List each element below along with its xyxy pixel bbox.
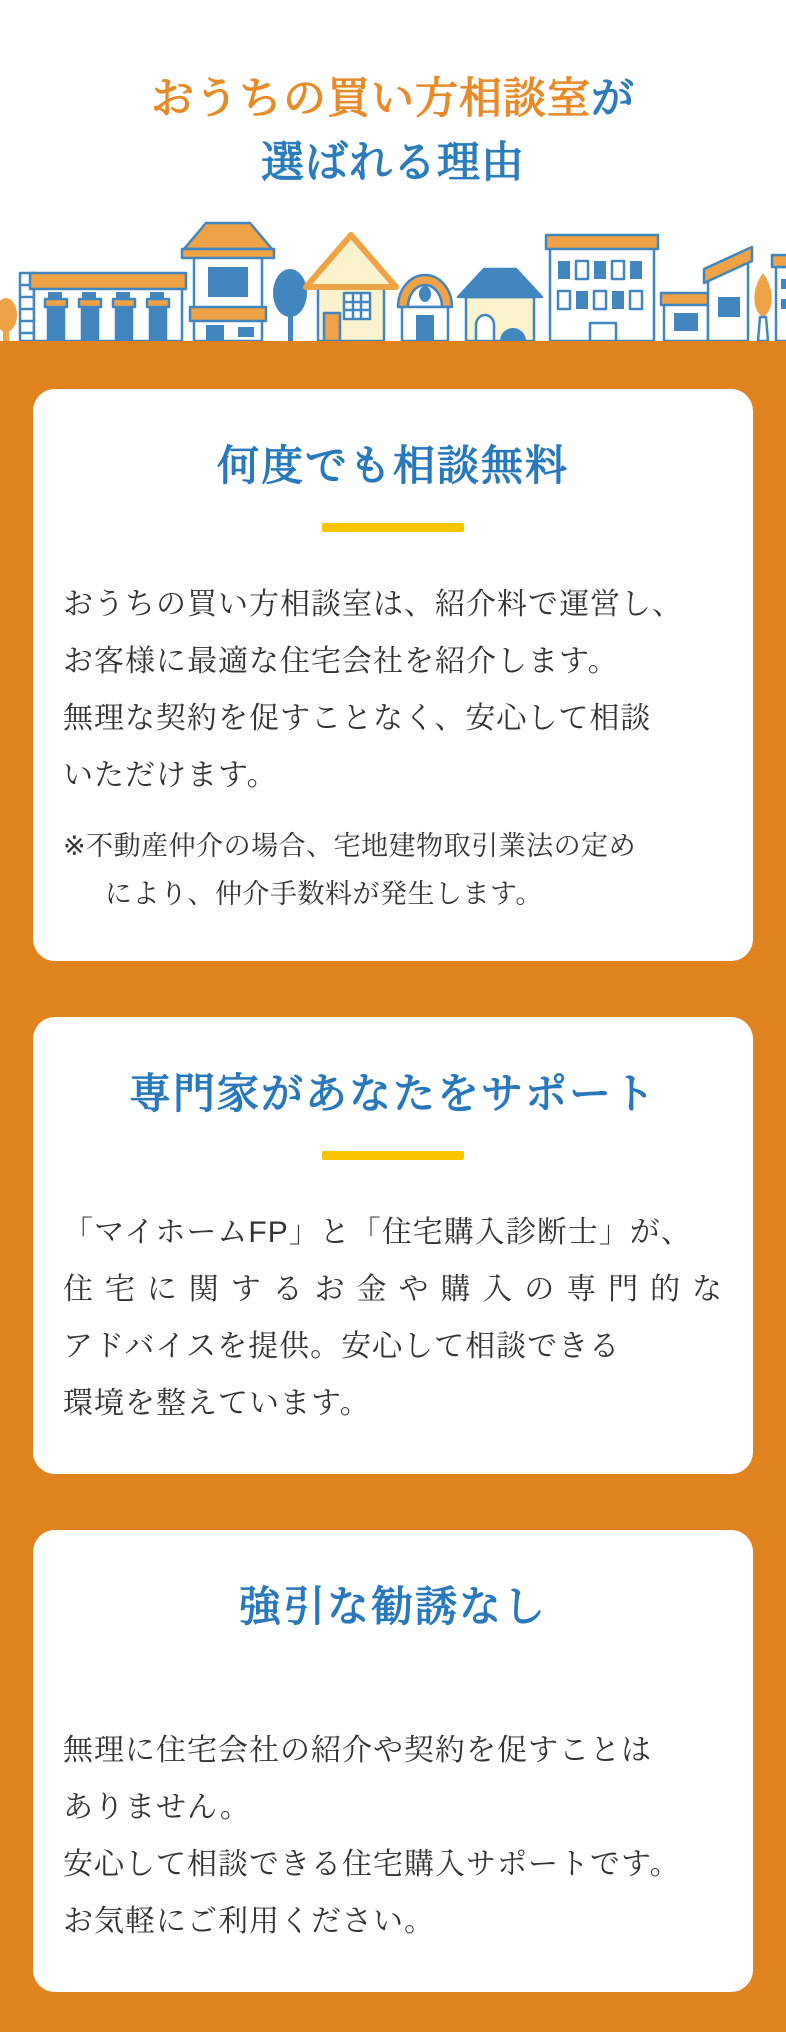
tree-icon [0, 298, 17, 341]
reasons-section [0, 341, 786, 2032]
body-line: 無理に住宅会社の紹介や契約を促すことは [63, 1733, 652, 1767]
body-line: 無理な契約を促すことなく、安心して相談 [63, 702, 652, 736]
arch-building-icon [398, 275, 452, 341]
body-line: 住宅に関するお金や購入の専門的な [63, 1272, 723, 1306]
body-line: いただけます。 [63, 759, 278, 793]
body-line: 「マイホームFP」と「住宅購入診断士」が、 [63, 1215, 692, 1249]
page-title [0, 68, 786, 195]
body-line: 環境を整えています。 [63, 1386, 371, 1420]
title-line-2: 選ばれる理由 [261, 138, 525, 187]
card-heading: 強引な勧誘なし [238, 1582, 547, 1630]
title-brand-text: おうちの買い方相談室 [151, 75, 591, 123]
tree-icon [273, 269, 307, 341]
card-body [63, 1722, 723, 1950]
office-building-icon [546, 235, 658, 341]
card-heading: 何度でも相談無料 [216, 442, 569, 490]
gable-house-icon [306, 235, 396, 341]
body-line: ありません。 [63, 1790, 251, 1824]
body-line: お気軽にご利用ください。 [63, 1904, 435, 1938]
card-body [63, 576, 723, 804]
tree-icon [754, 273, 771, 341]
note-line: ※不動産仲介の場合、宅地建物取引業法の定め [63, 831, 637, 862]
apartment-building-icon [30, 273, 186, 341]
card-body [63, 1204, 723, 1432]
reason-card-no-pressure [33, 1530, 753, 1992]
body-line: 安心して相談できる住宅購入サポートです。 [63, 1847, 681, 1881]
hero [0, 0, 786, 341]
title-suffix-text: が [591, 75, 635, 123]
heading-divider [322, 523, 464, 532]
body-line: お客様に最適な住宅会社を紹介します。 [63, 645, 619, 679]
body-line: おうちの買い方相談室は、紹介料で運営し、 [63, 588, 683, 622]
card-heading: 専門家があなたをサポート [128, 1069, 657, 1117]
shop-icon [661, 247, 752, 341]
building-edge-icon [772, 255, 786, 341]
two-story-house-icon [182, 223, 274, 341]
blue-roof-house-icon [458, 269, 542, 341]
town-illustration [0, 209, 786, 341]
reason-card-free-consultation [33, 389, 753, 960]
title-line-1 [151, 75, 635, 123]
note-line: により、仲介手数料が発生します。 [105, 879, 543, 910]
reason-card-expert-support [33, 1017, 753, 1474]
disclaimer-note [63, 822, 723, 918]
body-line: アドバイスを提供。安心して相談できる [63, 1329, 621, 1363]
heading-divider [322, 1151, 464, 1160]
